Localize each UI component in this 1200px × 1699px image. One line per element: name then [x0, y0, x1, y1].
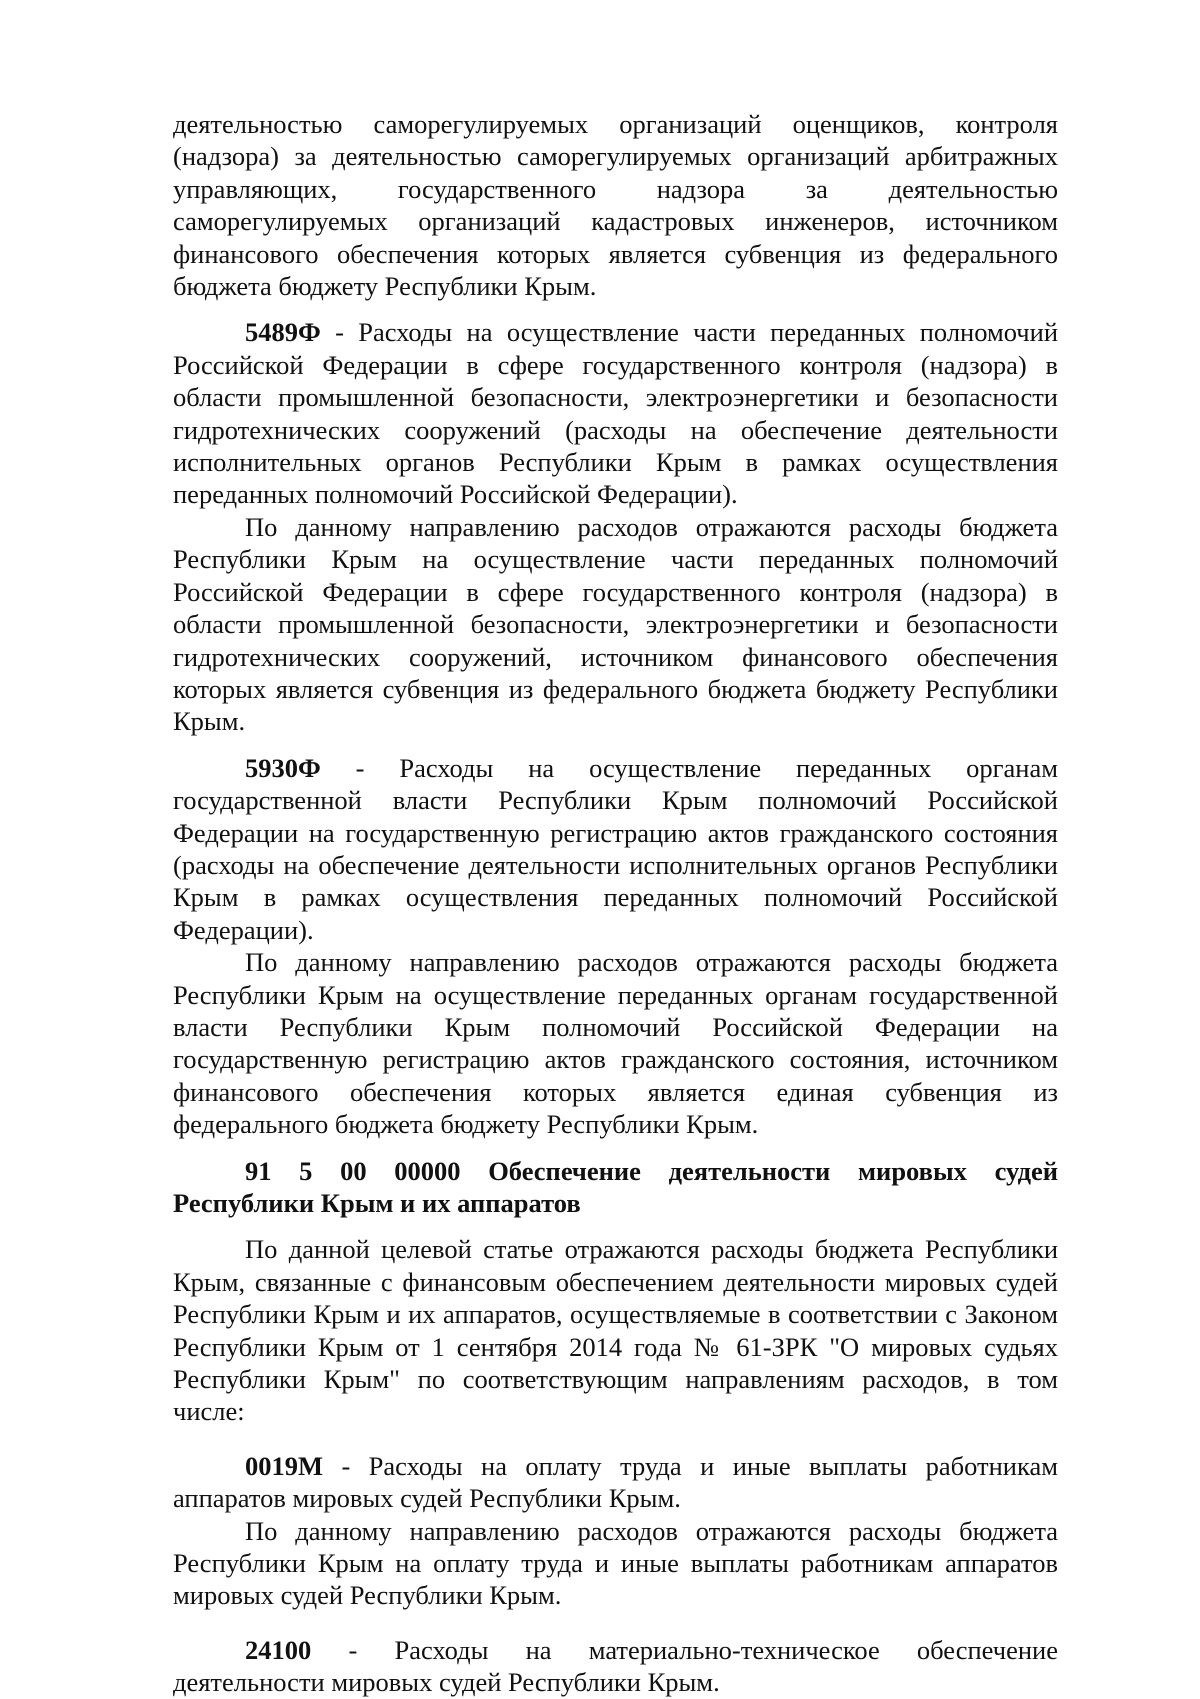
- paragraph-0019m: [173, 1450, 1058, 1515]
- paragraph-text: - Расходы на материально-техническое обеспечение деятельности мировых судей Республики Крым.: [173, 1634, 1058, 1698]
- paragraph-5489f-details: По данному направлению расходов отражаются расходы бюджета Республики Крым на осуществление части переданных полномочий Российской Федерации в сфере государственного контроля (надзора) в области промышленной безопасности, электроэнергетики и безопасности гидротехнических сооружений, источником финансового обеспечения которых является субвенция из федерального бюджета бюджету Республики Крым.: [173, 511, 1058, 737]
- section-heading: 91 5 00 00000 Обеспечение деятельности мировых судей Республики Крым и их аппаратов: [173, 1155, 1058, 1218]
- paragraph-continuation: деятельностью саморегулируемых организаций оценщиков, контроля (надзора) за деятельностью саморегулируемых организаций арбитражных управляющих, государственного надзора за деятельностью саморегулируемых организаций кадастровых инженеров, источником финансового обеспечения которых является субвенция из федерального бюджета бюджету Республики Крым.: [173, 109, 1058, 302]
- paragraph-5930f-details: По данному направлению расходов отражаются расходы бюджета Республики Крым на осуществление переданных органам государственной власти Республики Крым полномочий Российской Федерации на государственную регистрацию актов гражданского состояния, источником финансового обеспечения которых является единая субвенция из федерального бюджета бюджету Республики Крым.: [173, 947, 1058, 1140]
- expense-code: 5930Ф: [245, 752, 321, 783]
- expense-code: 5489Ф: [245, 317, 321, 348]
- paragraph-5489f: [173, 316, 1058, 510]
- paragraph-text: - Расходы на осуществление переданных органам государственной власти Республики Крым полномочий Российской Федерации на государственную регистрацию актов гражданского состояния (расходы на обеспечение деятельности исполнительных органов Республики Крым в рамках осуществления переданных полномочий Российской Федерации).: [173, 752, 1058, 945]
- paragraph-text: - Расходы на оплату труда и иные выплаты работникам аппаратов мировых судей Республики Крым.: [173, 1450, 1058, 1514]
- expense-code: 0019М: [245, 1450, 324, 1481]
- paragraph-target-article: По данной целевой статье отражаются расходы бюджета Республики Крым, связанные с финансовым обеспечением деятельности мировых судей Республики Крым и их аппаратов, осуществляемые в соответствии с Законом Республики Крым от 1 сентября 2014 года № 61-ЗРК "О мировых судьях Республики Крым" по соответствующим направлениям расходов, в том числе:: [173, 1234, 1058, 1427]
- paragraph-0019m-details: По данному направлению расходов отражаются расходы бюджета Республики Крым на оплату труда и иные выплаты работникам аппаратов мировых судей Республики Крым.: [173, 1515, 1058, 1611]
- paragraph-24100: [173, 1634, 1058, 1699]
- paragraph-5930f: [173, 752, 1058, 946]
- expense-code: 24100: [245, 1634, 312, 1665]
- paragraph-text: - Расходы на осуществление части переданных полномочий Российской Федерации в сфере государственного контроля (надзора) в области промышленной безопасности, электроэнергетики и безопасности гидротехнических сооружений (расходы на обеспечение деятельности исполнительных органов Республики Крым в рамках осуществления переданных полномочий Российской Федерации).: [173, 317, 1058, 510]
